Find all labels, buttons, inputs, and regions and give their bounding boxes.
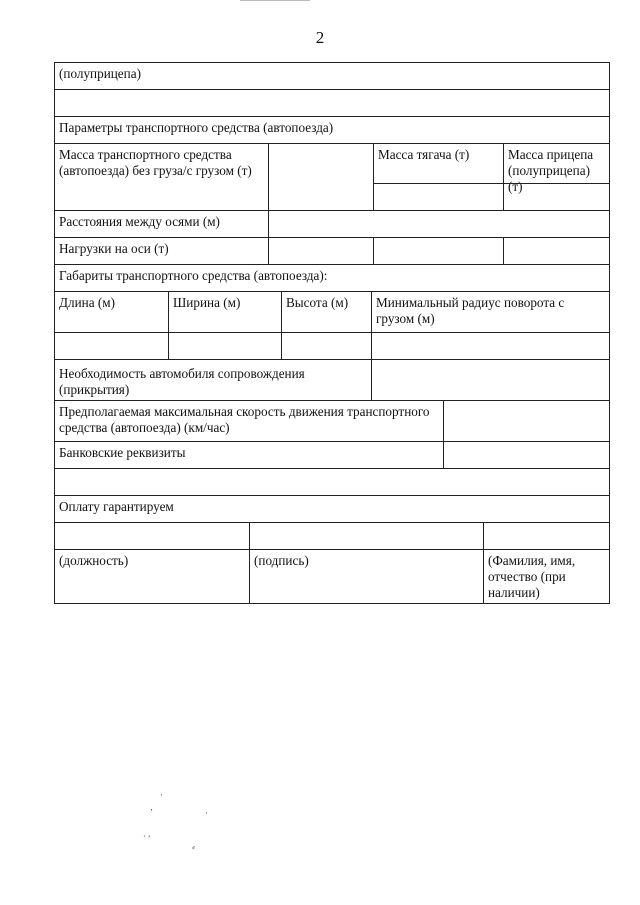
min-turning-radius-value[interactable] [371,332,610,360]
escort-vehicle-label: Необходимость автомобиля сопровождения (прикрытия) [54,359,372,401]
full-name-input[interactable] [483,522,610,550]
axle-loads-label: Нагрузки на оси (т) [54,237,269,265]
trailer-mass-value[interactable] [503,183,610,211]
page-number: 2 [315,28,325,47]
position-input[interactable] [54,522,250,550]
trailer-continuation-label: (полуприцепа) [54,62,610,90]
scan-speck: ˊ ′ [143,834,151,844]
signature-caption: (подпись) [249,549,484,604]
max-speed-label: Предполагаемая максимальная скорость движения транспортного средства (автопоезда) (км/час) [54,400,444,442]
tractor-mass-value[interactable] [373,183,504,211]
vehicle-parameters-heading: Параметры транспортного средства (автопоезда) [54,116,610,144]
axle-loads-value-2[interactable] [373,237,504,265]
vehicle-mass-label: Масса транспортного средства (автопоезда) без груза/с грузом (т) [54,143,269,211]
width-value[interactable] [168,332,282,360]
height-value[interactable] [281,332,372,360]
vehicle-mass-value[interactable] [268,143,374,211]
scan-speck: · [160,790,163,800]
trailer-mass-label: Масса прицепа (полуприцепа) (т) [503,143,610,184]
min-turning-radius-label: Минимальный радиус поворота с грузом (м) [371,291,610,333]
axle-distance-label: Расстояния между осями (м) [54,210,269,238]
bank-details-label: Банковские реквизиты [54,441,444,469]
position-caption: (должность) [54,549,250,604]
width-label: Ширина (м) [168,291,282,333]
escort-vehicle-value[interactable] [371,359,610,401]
scan-speck: ‚ [150,802,153,812]
scan-edge-line [240,0,310,1]
axle-distance-value[interactable] [268,210,610,238]
scan-speck: · [205,808,208,818]
empty-row-2[interactable] [54,468,610,496]
axle-loads-value-1[interactable] [268,237,374,265]
height-label: Высота (м) [281,291,372,333]
axle-loads-value-3[interactable] [503,237,610,265]
bank-details-value[interactable] [443,441,610,469]
length-value[interactable] [54,332,169,360]
signature-input[interactable] [249,522,484,550]
scan-speck: ⸗ [192,842,195,852]
dimensions-heading: Габариты транспортного средства (автопоезда): [54,264,610,292]
vehicle-parameters-form [54,62,610,604]
empty-row-1[interactable] [54,89,610,117]
length-label: Длина (м) [54,291,169,333]
payment-guaranteed-label: Оплату гарантируем [54,495,610,523]
max-speed-value[interactable] [443,400,610,442]
full-name-caption: (Фамилия, имя, отчество (при наличии) [483,549,610,604]
tractor-mass-label: Масса тягача (т) [373,143,504,184]
